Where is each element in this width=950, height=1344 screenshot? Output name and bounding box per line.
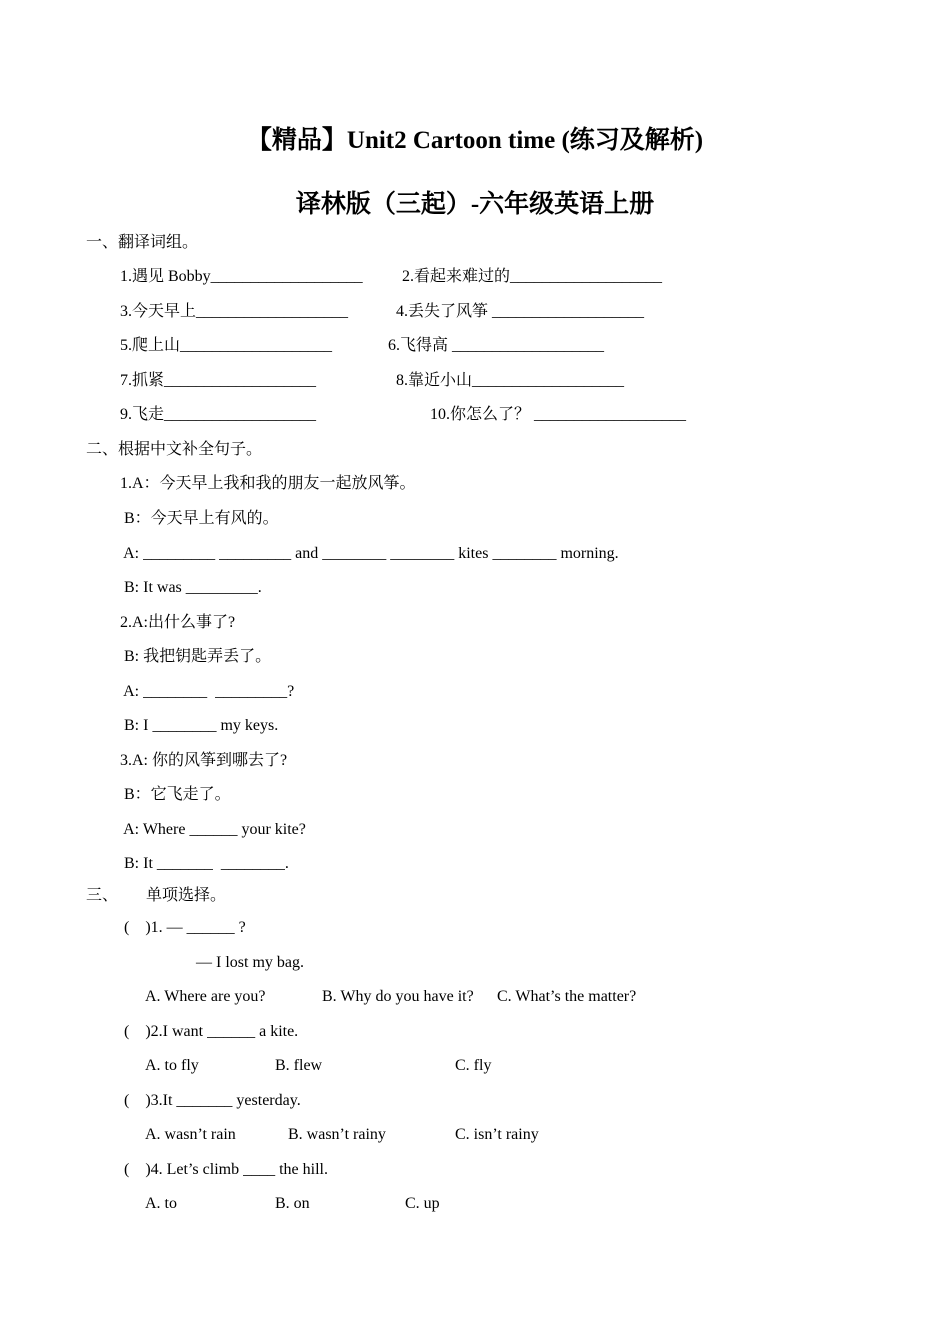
- option-b: B. flew: [275, 1057, 323, 1074]
- sentence-line: 3.A: 你的风筝到哪去了?: [120, 752, 288, 769]
- option-c: C. up: [405, 1195, 440, 1212]
- option-b: B. on: [275, 1195, 310, 1212]
- phrase-item: 8.靠近小山___________________: [396, 372, 625, 389]
- question-dialogue: — I lost my bag.: [196, 954, 304, 971]
- phrase-item: 5.爬上山___________________: [120, 337, 333, 354]
- phrase-item: 4.丢失了风筝 ___________________: [396, 303, 645, 320]
- option-a: A. wasn’t rain: [145, 1126, 236, 1143]
- phrase-item: 6.飞得高 ___________________: [388, 337, 605, 354]
- sentence-line: B：今天早上有风的。: [120, 510, 279, 527]
- phrase-item: 2.看起来难过的___________________: [402, 268, 663, 285]
- phrase-item: 10.你怎么了？ ___________________: [430, 406, 687, 423]
- phrase-item: 3.今天早上___________________: [120, 303, 349, 320]
- option-c: C. What’s the matter?: [497, 988, 637, 1005]
- question-stem: ( )4. Let’s climb ____ the hill.: [124, 1161, 328, 1178]
- option-a: A. to fly: [145, 1057, 199, 1074]
- option-c: C. isn’t rainy: [455, 1126, 539, 1143]
- question-stem: ( )3.It _______ yesterday.: [124, 1092, 301, 1109]
- option-a: A. Where are you?: [145, 988, 266, 1005]
- phrase-item: 9.飞走___________________: [120, 406, 317, 423]
- sentence-line: A: Where ______ your kite?: [120, 821, 306, 838]
- section1-heading: 一、翻译词组。: [86, 234, 199, 251]
- sentence-line: B: It was _________.: [120, 579, 262, 596]
- section3-heading: 三、 单项选择。: [86, 887, 227, 904]
- sentence-line: B: 我把钥匙弄丢了。: [120, 648, 272, 665]
- question-stem: ( )2.I want ______ a kite.: [124, 1023, 299, 1040]
- question-stem: ( )1. — ______ ?: [124, 919, 246, 936]
- phrase-item: 7.抓紧___________________: [120, 372, 317, 389]
- page-title: 【精品】Unit2 Cartoon time (练习及解析): [246, 127, 704, 154]
- page-subtitle: 译林版（三起）-六年级英语上册: [295, 191, 655, 218]
- sentence-line: B: I ________ my keys.: [120, 717, 279, 734]
- sentence-line: 1.A：今天早上我和我的朋友一起放风筝。: [120, 475, 416, 492]
- option-b: B. Why do you have it?: [322, 988, 474, 1005]
- sentence-line: 2.A:出什么事了?: [120, 614, 236, 631]
- option-a: A. to: [145, 1195, 177, 1212]
- section2-heading: 二、根据中文补全句子。: [86, 441, 263, 458]
- sentence-line: B：它飞走了。: [120, 786, 231, 803]
- phrase-item: 1.遇见 Bobby___________________: [120, 268, 363, 285]
- sentence-line: B: It _______ ________.: [120, 855, 289, 872]
- option-c: C. fly: [455, 1057, 492, 1074]
- option-b: B. wasn’t rainy: [288, 1126, 386, 1143]
- sentence-line: A: ________ _________?: [120, 683, 295, 700]
- sentence-line: A: _________ _________ and ________ ________ kites ________ morning.: [120, 545, 619, 562]
